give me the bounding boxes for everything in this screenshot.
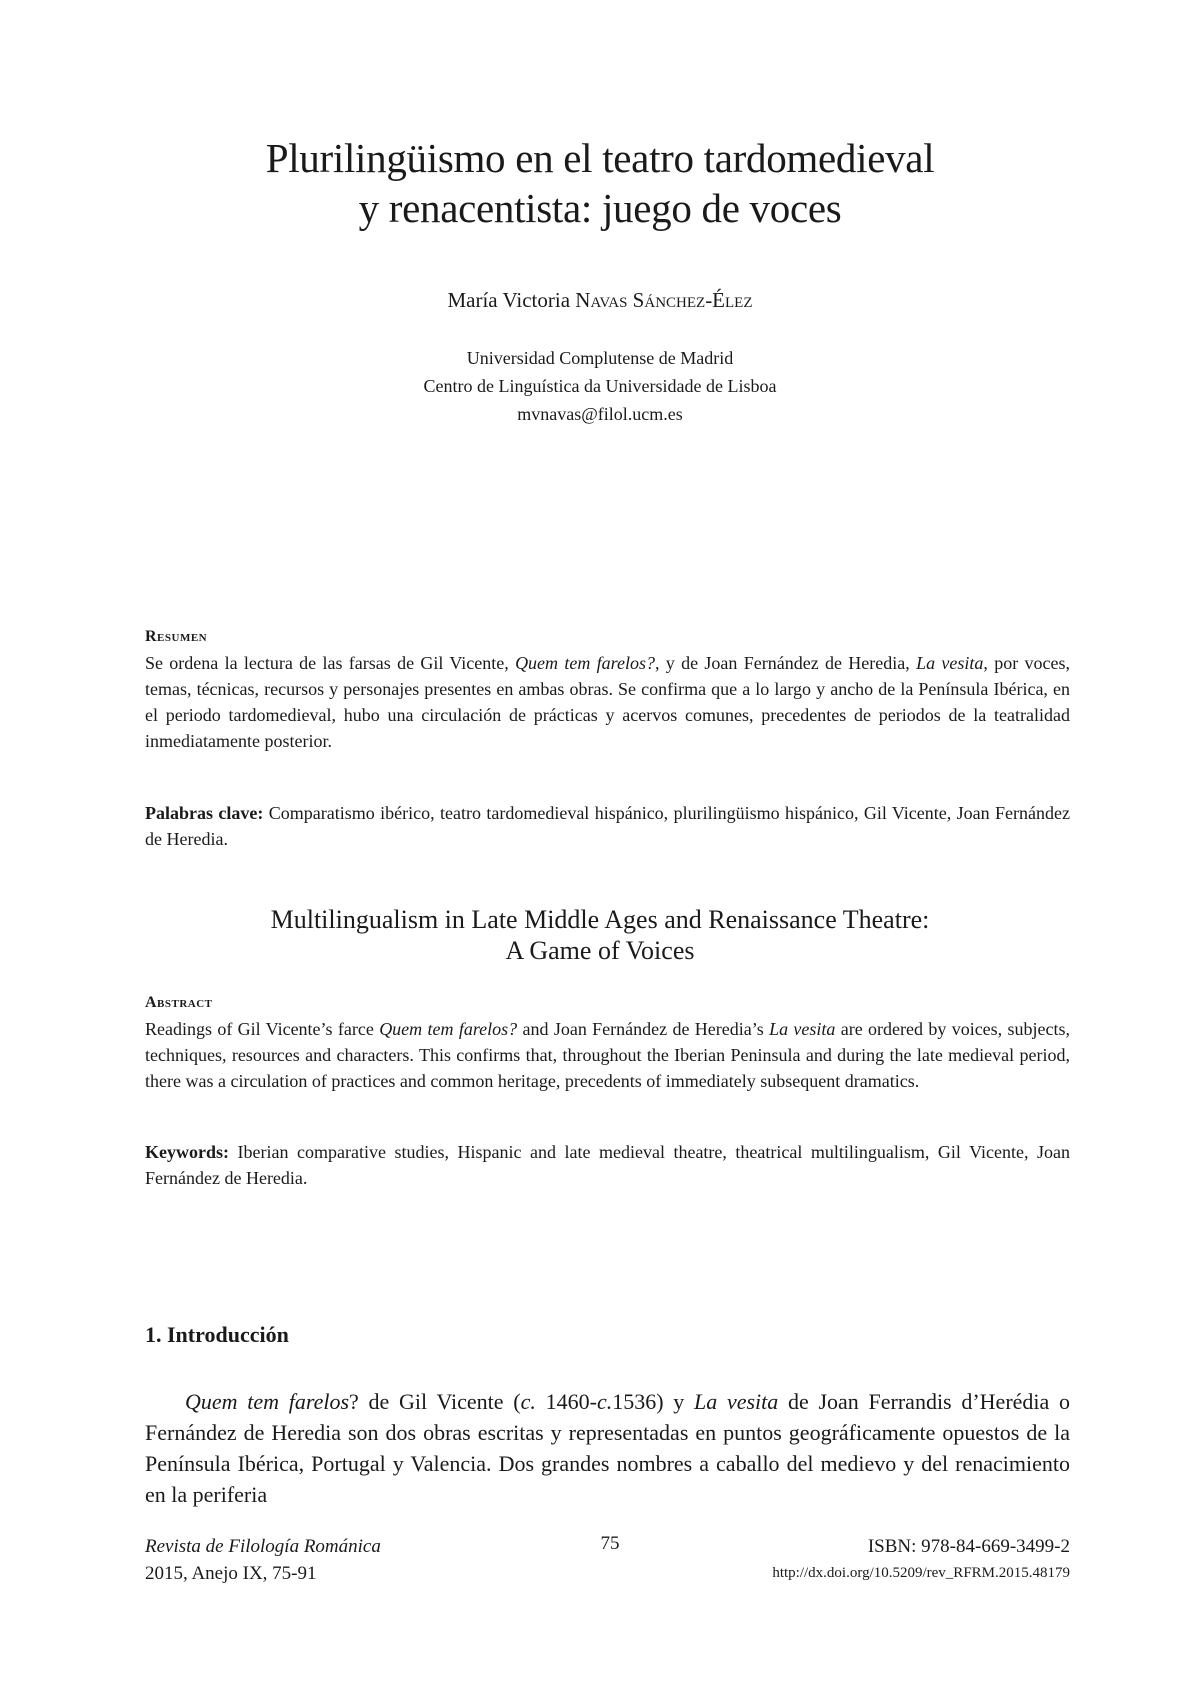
abstract-heading: Abstract xyxy=(145,994,213,1011)
title-line-2: y renacentista: juego de voces xyxy=(358,185,842,231)
resumen-text-part: , por voces, temas, técnicas, recursos y personajes presentes en ambas obras. Se confirma que a lo largo y ancho de la Península Ibérica, en el periodo tardomedieval, hubo una circulación de prácticas y acervos comunes, precedentes de periodos de la teatralidad inmediatamente posterior. xyxy=(145,653,1070,751)
resumen-text-part: , y de Joan Fernández de Heredia, xyxy=(655,653,917,673)
author-surname: Navas Sánchez-Élez xyxy=(575,288,753,312)
resumen-work-title: La vesita xyxy=(916,653,984,673)
keywords-label: Keywords: xyxy=(145,1142,229,1162)
intro-paragraph xyxy=(145,1386,1070,1510)
keywords-text xyxy=(145,1139,1070,1191)
abstract-work-title: Quem tem farelos? xyxy=(379,1019,518,1039)
author-given-name: María Victoria xyxy=(447,288,571,312)
intro-work-title: La vesita xyxy=(693,1389,779,1414)
article-title xyxy=(0,133,1200,233)
page-number: 75 xyxy=(600,1533,620,1554)
intro-text-part: de Joan Ferrandis d’Herédia o Fernández de Heredia son dos obras escritas y representadas en puntos geográficamente opuestos de la Península Ibérica, Portugal y Valencia. Dos grandes nombres a caballo del medievo y del renacimiento en la periferia xyxy=(145,1389,1071,1507)
intro-text-part: ? de Gil Vicente ( xyxy=(349,1389,521,1414)
abstract-text-part: are ordered by voices, subjects, techniques, resources and characters. This confirms that, throughout the Iberian Peninsula and during the late medieval period, there was a circulation of practices and common heritage, precedents of immediately subsequent dramatics. xyxy=(145,1019,1071,1091)
english-title-line-1: Multilingualism in Late Middle Ages and Renaissance Theatre: xyxy=(270,905,930,934)
affiliation-centre: Centro de Linguística da Universidade de Lisboa xyxy=(423,376,777,396)
intro-circa: c. xyxy=(520,1389,536,1414)
resumen-work-title: Quem tem farelos? xyxy=(515,653,655,673)
journal-name: Revista de Filología Románica xyxy=(145,1536,381,1557)
section-heading: 1. Introducción xyxy=(145,1322,289,1347)
english-title-line-2: A Game of Voices xyxy=(505,936,695,965)
abstract-section xyxy=(145,994,1070,1094)
isbn: ISBN: 978-84-669-3499-2 xyxy=(867,1536,1070,1557)
abstract-text-part: and Joan Fernández de Heredia’s xyxy=(517,1019,770,1039)
palabras-clave-label: Palabras clave: xyxy=(145,803,264,823)
intro-work-title: Quem tem farelos xyxy=(185,1389,350,1414)
keywords-list: Iberian comparative studies, Hispanic and late medieval theatre, theatrical multilingualism, Gil Vicente, Joan Fernández de Heredia. xyxy=(145,1142,1071,1188)
english-title xyxy=(0,904,1200,966)
keywords xyxy=(145,1139,1070,1191)
intro-text-part: 1460- xyxy=(535,1389,597,1414)
intro-circa: c. xyxy=(596,1389,613,1414)
author-email: mvnavas@filol.ucm.es xyxy=(517,404,683,424)
affiliation xyxy=(0,344,1200,428)
resumen-heading: Resumen xyxy=(145,628,208,645)
title-line-1: Plurilingüismo en el teatro tardomedieval xyxy=(265,135,935,181)
affiliation-university: Universidad Complutense de Madrid xyxy=(466,348,734,368)
journal-issue: 2015, Anejo IX, 75-91 xyxy=(145,1563,317,1584)
abstract-text xyxy=(145,1016,1070,1094)
abstract-text-part: Readings of Gil Vicente’s farce xyxy=(145,1019,380,1039)
palabras-clave-list: Comparatismo ibérico, teatro tardomedieval hispánico, plurilingüismo hispánico, Gil Vicente, Joan Fernández de Heredia. xyxy=(145,803,1071,849)
palabras-clave-text xyxy=(145,800,1070,852)
resumen-text xyxy=(145,650,1070,754)
footer-identifiers xyxy=(772,1533,1070,1587)
doi-link[interactable]: http://dx.doi.org/10.5209/rev_RFRM.2015.48179 xyxy=(772,1565,1070,1581)
author-name xyxy=(0,288,1200,313)
resumen-text-part: Se ordena la lectura de las farsas de Gil Vicente, xyxy=(145,653,516,673)
abstract-work-title: La vesita xyxy=(769,1019,836,1039)
intro-text-part: 1536) y xyxy=(612,1389,694,1414)
palabras-clave xyxy=(145,800,1070,852)
resumen-section xyxy=(145,628,1070,754)
